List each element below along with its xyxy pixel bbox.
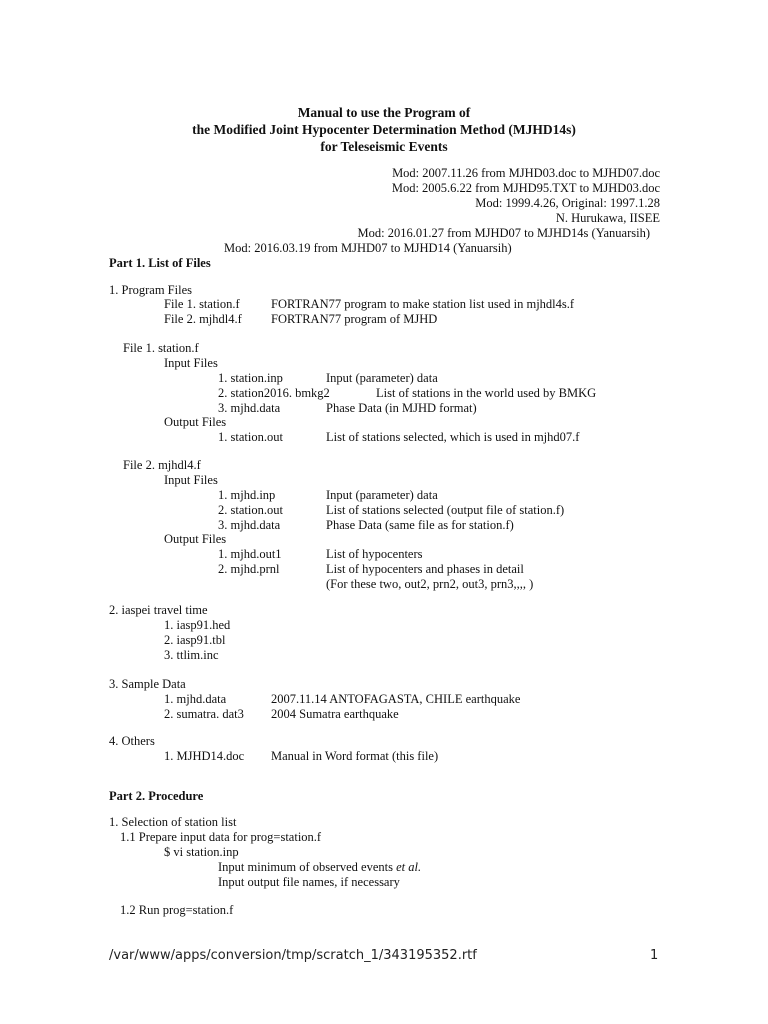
mod-line-1: Mod: 2007.11.26 from MJHD03.doc to MJHD07.doc: [392, 166, 660, 180]
file2-output-label: Output Files: [164, 532, 227, 546]
file1-input-2-name: 2. station2016. bmkg2: [218, 386, 330, 400]
sample-heading: 3. Sample Data: [109, 677, 186, 691]
others-item-1-desc: Manual in Word format (this file): [271, 749, 439, 763]
program-file-1-desc: FORTRAN77 program to make station list used in mjhdl4s.f: [271, 297, 575, 311]
iaspei-item-1: 1. iasp91.hed: [164, 618, 231, 632]
iaspei-item-3: 3. ttlim.inc: [164, 648, 219, 662]
doc-title-line-2: the Modified Joint Hypocenter Determination Method (MJHD14s): [192, 122, 576, 137]
sample-item-1-name: 1. mjhd.data: [164, 692, 227, 706]
program-files-heading: 1. Program Files: [109, 283, 192, 297]
file2-output-1-desc: List of hypocenters: [326, 547, 423, 561]
file2-input-2-desc: List of stations selected (output file of station.f): [326, 503, 565, 517]
file2-input-3-desc: Phase Data (same file as for station.f): [326, 518, 514, 532]
step-1-2: 1.2 Run prog=station.f: [120, 903, 234, 917]
mod-line-2: Mod: 2005.6.22 from MJHD95.TXT to MJHD03.doc: [391, 181, 660, 195]
others-heading: 4. Others: [109, 734, 155, 748]
file2-output-1-name: 1. mjhd.out1: [218, 547, 282, 561]
file1-input-label: Input Files: [164, 356, 218, 370]
input-note-1-italic: et al.: [396, 860, 422, 874]
sample-item-2-desc: 2004 Sumatra earthquake: [271, 707, 399, 721]
footer-page-number: 1: [650, 948, 659, 963]
mod-line-4: Mod: 2016.01.27 from MJHD07 to MJHD14s (Yanuarsih): [357, 226, 650, 240]
file2-output-note: (For these two, out2, prn2, out3, prn3,,,, ): [326, 577, 534, 591]
mod-line-3: Mod: 1999.4.26, Original: 1997.1.28: [475, 196, 660, 210]
sample-item-2-name: 2. sumatra. dat3: [164, 707, 244, 721]
file1-input-2-desc: List of stations in the world used by BMKG: [376, 386, 597, 400]
file1-output-label: Output Files: [164, 415, 227, 429]
input-note-2: Input output file names, if necessary: [218, 875, 400, 889]
doc-title-line-1: Manual to use the Program of: [297, 105, 471, 120]
footer-file-path: /var/www/apps/conversion/tmp/scratch_1/343195352.rtf: [109, 948, 477, 963]
file2-input-2-name: 2. station.out: [218, 503, 283, 517]
program-file-2-name: File 2. mjhdl4.f: [164, 312, 242, 326]
file1-output-1-desc: List of stations selected, which is used in mjhd07.f: [326, 430, 580, 444]
author-line: N. Hurukawa, IISEE: [555, 211, 660, 225]
input-note-1-text: Input minimum of observed events: [218, 860, 397, 874]
file1-input-1-desc: Input (parameter) data: [326, 371, 438, 385]
doc-title-line-3: for Teleseismic Events: [320, 139, 448, 154]
file2-output-2-desc: List of hypocenters and phases in detail: [326, 562, 524, 576]
file1-input-1-name: 1. station.inp: [218, 371, 283, 385]
file2-input-1-name: 1. mjhd.inp: [218, 488, 276, 502]
others-item-1-name: 1. MJHD14.doc: [164, 749, 245, 763]
part2-heading: Part 2. Procedure: [109, 789, 204, 803]
command-line: $ vi station.inp: [164, 845, 239, 859]
sample-item-1-desc: 2007.11.14 ANTOFAGASTA, CHILE earthquake: [271, 692, 521, 706]
step-1-1: 1.1 Prepare input data for prog=station.f: [120, 830, 322, 844]
program-file-1-name: File 1. station.f: [164, 297, 240, 311]
file2-heading: File 2. mjhdl4.f: [123, 458, 201, 472]
iaspei-item-2: 2. iasp91.tbl: [164, 633, 226, 647]
file2-input-1-desc: Input (parameter) data: [326, 488, 438, 502]
file2-input-label: Input Files: [164, 473, 218, 487]
section1-heading: 1. Selection of station list: [109, 815, 237, 829]
part1-heading: Part 1. List of Files: [109, 256, 211, 270]
input-note-1: [218, 860, 421, 875]
file1-heading: File 1. station.f: [123, 341, 199, 355]
file1-input-3-name: 3. mjhd.data: [218, 401, 281, 415]
file2-output-2-name: 2. mjhd.prnl: [218, 562, 280, 576]
file2-input-3-name: 3. mjhd.data: [218, 518, 281, 532]
iaspei-heading: 2. iaspei travel time: [109, 603, 208, 617]
mod-line-5: Mod: 2016.03.19 from MJHD07 to MJHD14 (Yanuarsih): [224, 241, 512, 255]
file1-output-1-name: 1. station.out: [218, 430, 283, 444]
file1-input-3-desc: Phase Data (in MJHD format): [326, 401, 477, 415]
program-file-2-desc: FORTRAN77 program of MJHD: [271, 312, 438, 326]
